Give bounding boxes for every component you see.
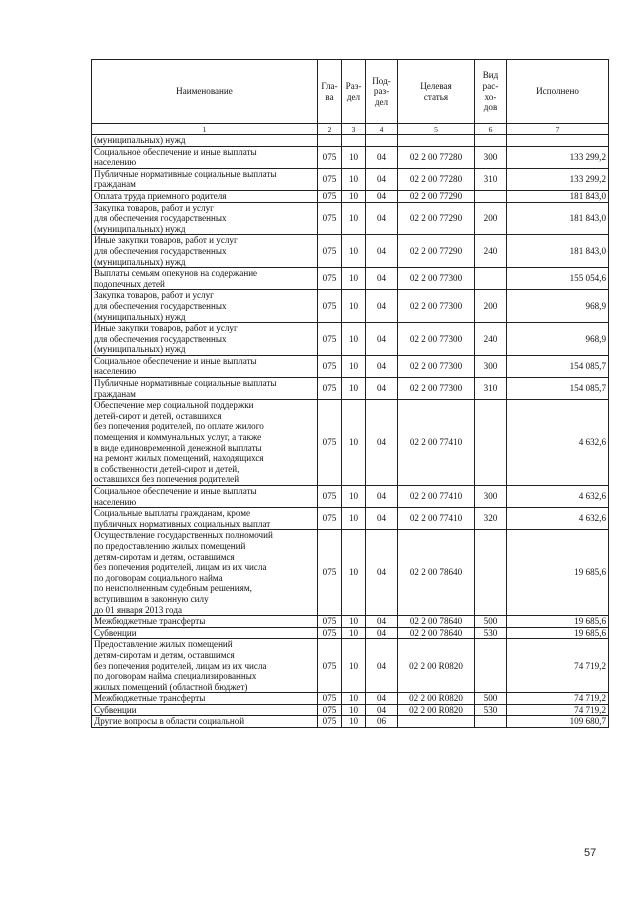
row-amount-cell: 4 632,6 xyxy=(507,400,609,486)
row-type-cell xyxy=(475,639,507,693)
row-chapter-cell: 075 xyxy=(318,268,342,290)
table-row xyxy=(92,168,609,190)
row-target-cell xyxy=(398,135,475,147)
table-row xyxy=(92,627,609,639)
row-subsection-cell: 04 xyxy=(366,378,398,400)
row-type-cell: 530 xyxy=(475,627,507,639)
row-target-cell: 02 2 00 77290 xyxy=(398,190,475,202)
row-name-cell: Предоставление жилых помещений детям-сиротам и детям, оставшимся без попечения родителей, лицам из их числа по договорам найма специализированных жилых помещений (областной бюджет) xyxy=(92,639,318,693)
row-type-cell: 300 xyxy=(475,146,507,168)
column-number: 4 xyxy=(366,124,398,135)
row-type-cell: 530 xyxy=(475,704,507,716)
row-target-cell: 02 2 00 77300 xyxy=(398,268,475,290)
row-target-cell: 02 2 00 77290 xyxy=(398,235,475,268)
row-section-cell: 10 xyxy=(342,323,366,356)
row-type-cell: 240 xyxy=(475,235,507,268)
row-type-cell: 500 xyxy=(475,616,507,628)
row-target-cell: 02 2 00 77410 xyxy=(398,486,475,508)
row-subsection-cell: 04 xyxy=(366,202,398,235)
row-section-cell: 10 xyxy=(342,290,366,323)
row-name-cell: Межбюджетные трансферты xyxy=(92,616,318,628)
row-section-cell: 10 xyxy=(342,704,366,716)
row-chapter-cell: 075 xyxy=(318,235,342,268)
row-section-cell: 10 xyxy=(342,268,366,290)
column-number: 1 xyxy=(92,124,318,135)
row-target-cell: 02 2 00 77300 xyxy=(398,355,475,377)
row-type-cell xyxy=(475,135,507,147)
row-amount-cell: 154 085,7 xyxy=(507,378,609,400)
row-chapter-cell: 075 xyxy=(318,508,342,530)
table-body xyxy=(92,135,609,728)
column-number: 3 xyxy=(342,124,366,135)
row-name-cell: Социальное обеспечение и иные выплаты населению xyxy=(92,146,318,168)
column-number: 5 xyxy=(398,124,475,135)
row-amount-cell xyxy=(507,135,609,147)
row-subsection-cell: 04 xyxy=(366,639,398,693)
row-chapter-cell xyxy=(318,135,342,147)
row-name-cell: Субвенции xyxy=(92,627,318,639)
row-target-cell: 02 2 00 R0820 xyxy=(398,693,475,705)
row-section-cell: 10 xyxy=(342,400,366,486)
row-name-cell: Межбюджетные трансферты xyxy=(92,693,318,705)
header-section: Раз- дел xyxy=(342,60,366,124)
row-type-cell xyxy=(475,530,507,616)
row-chapter-cell: 075 xyxy=(318,639,342,693)
table-row xyxy=(92,486,609,508)
row-subsection-cell: 04 xyxy=(366,323,398,356)
row-section-cell: 10 xyxy=(342,355,366,377)
row-type-cell: 200 xyxy=(475,290,507,323)
row-section-cell: 10 xyxy=(342,235,366,268)
row-name-cell: Другие вопросы в области социальной xyxy=(92,716,318,728)
column-number: 2 xyxy=(318,124,342,135)
row-subsection-cell: 04 xyxy=(366,486,398,508)
row-subsection-cell: 04 xyxy=(366,508,398,530)
table-header-row xyxy=(92,60,609,124)
table-row xyxy=(92,202,609,235)
row-amount-cell: 155 054,6 xyxy=(507,268,609,290)
row-subsection-cell: 04 xyxy=(366,627,398,639)
row-name-cell: Иные закупки товаров, работ и услуг для обеспечения государственных (муниципальных) нужд xyxy=(92,323,318,356)
row-subsection-cell: 04 xyxy=(366,530,398,616)
row-type-cell xyxy=(475,716,507,728)
row-name-cell: Социальное обеспечение и иные выплаты населению xyxy=(92,355,318,377)
table-row xyxy=(92,190,609,202)
row-section-cell: 10 xyxy=(342,378,366,400)
row-section-cell: 10 xyxy=(342,202,366,235)
row-section-cell: 10 xyxy=(342,190,366,202)
row-amount-cell: 181 843,0 xyxy=(507,235,609,268)
row-section-cell: 10 xyxy=(342,530,366,616)
row-type-cell: 310 xyxy=(475,168,507,190)
row-amount-cell: 19 685,6 xyxy=(507,616,609,628)
row-type-cell: 300 xyxy=(475,486,507,508)
row-type-cell xyxy=(475,190,507,202)
table-row xyxy=(92,530,609,616)
row-type-cell: 320 xyxy=(475,508,507,530)
row-section-cell: 10 xyxy=(342,716,366,728)
header-executed: Исполнено xyxy=(507,60,609,124)
row-name-cell: Иные закупки товаров, работ и услуг для обеспечения государственных (муниципальных) нужд xyxy=(92,235,318,268)
table-row xyxy=(92,704,609,716)
column-number-row xyxy=(92,124,609,135)
row-chapter-cell: 075 xyxy=(318,400,342,486)
table-row xyxy=(92,268,609,290)
row-amount-cell: 133 299,2 xyxy=(507,168,609,190)
header-name: Наименование xyxy=(92,60,318,124)
row-target-cell: 02 2 00 77410 xyxy=(398,508,475,530)
row-subsection-cell: 04 xyxy=(366,235,398,268)
row-target-cell: 02 2 00 78640 xyxy=(398,627,475,639)
row-subsection-cell: 04 xyxy=(366,190,398,202)
row-name-cell: Публичные нормативные социальные выплаты гражданам xyxy=(92,378,318,400)
row-section-cell: 10 xyxy=(342,639,366,693)
row-amount-cell: 4 632,6 xyxy=(507,508,609,530)
row-subsection-cell: 04 xyxy=(366,268,398,290)
table-row xyxy=(92,290,609,323)
table-row xyxy=(92,693,609,705)
row-name-cell: Закупка товаров, работ и услуг для обеспечения государственных (муниципальных) нужд xyxy=(92,202,318,235)
table-row xyxy=(92,616,609,628)
row-amount-cell: 968,9 xyxy=(507,323,609,356)
row-section-cell: 10 xyxy=(342,146,366,168)
row-type-cell: 240 xyxy=(475,323,507,356)
row-target-cell xyxy=(398,716,475,728)
row-name-cell: Оплата труда приемного родителя xyxy=(92,190,318,202)
table-row xyxy=(92,508,609,530)
row-section-cell: 10 xyxy=(342,168,366,190)
row-target-cell: 02 2 00 77300 xyxy=(398,378,475,400)
row-name-cell: Обеспечение мер социальной поддержки детей-сирот и детей, оставшихся без попечения родителей, по оплате жилого помещения и коммунальных услуг, а также в виде единовременной денежной выплаты на ремонт жилых помещений, находящихся в собственности детей-сирот и детей, оставшихся без попечения родителей xyxy=(92,400,318,486)
row-amount-cell: 154 085,7 xyxy=(507,355,609,377)
row-amount-cell: 19 685,6 xyxy=(507,627,609,639)
row-amount-cell: 74 719,2 xyxy=(507,693,609,705)
row-chapter-cell: 075 xyxy=(318,616,342,628)
row-chapter-cell: 075 xyxy=(318,486,342,508)
row-section-cell: 10 xyxy=(342,616,366,628)
column-number: 6 xyxy=(475,124,507,135)
row-name-cell: (муниципальных) нужд xyxy=(92,135,318,147)
budget-table xyxy=(91,59,609,728)
row-amount-cell: 109 680,7 xyxy=(507,716,609,728)
table-row xyxy=(92,716,609,728)
row-target-cell: 02 2 00 78640 xyxy=(398,616,475,628)
header-target: Целевая статья xyxy=(398,60,475,124)
table-row xyxy=(92,235,609,268)
row-chapter-cell: 075 xyxy=(318,530,342,616)
row-target-cell: 02 2 00 77280 xyxy=(398,146,475,168)
row-target-cell: 02 2 00 R0820 xyxy=(398,704,475,716)
row-amount-cell: 133 299,2 xyxy=(507,146,609,168)
row-target-cell: 02 2 00 R0820 xyxy=(398,639,475,693)
row-amount-cell: 74 719,2 xyxy=(507,704,609,716)
table-row xyxy=(92,400,609,486)
row-type-cell: 200 xyxy=(475,202,507,235)
table-row xyxy=(92,378,609,400)
row-subsection-cell xyxy=(366,135,398,147)
row-subsection-cell: 04 xyxy=(366,168,398,190)
row-name-cell: Социальные выплаты гражданам, кроме публичных нормативных социальных выплат xyxy=(92,508,318,530)
row-type-cell: 300 xyxy=(475,355,507,377)
row-chapter-cell: 075 xyxy=(318,190,342,202)
table-row xyxy=(92,323,609,356)
row-chapter-cell: 075 xyxy=(318,290,342,323)
row-name-cell: Субвенции xyxy=(92,704,318,716)
row-amount-cell: 181 843,0 xyxy=(507,202,609,235)
row-section-cell xyxy=(342,135,366,147)
row-chapter-cell: 075 xyxy=(318,716,342,728)
table-row xyxy=(92,146,609,168)
row-chapter-cell: 075 xyxy=(318,693,342,705)
row-target-cell: 02 2 00 77290 xyxy=(398,202,475,235)
row-target-cell: 02 2 00 77300 xyxy=(398,323,475,356)
row-target-cell: 02 2 00 77300 xyxy=(398,290,475,323)
column-number: 7 xyxy=(507,124,609,135)
row-amount-cell: 968,9 xyxy=(507,290,609,323)
row-type-cell xyxy=(475,268,507,290)
row-subsection-cell: 04 xyxy=(366,146,398,168)
row-section-cell: 10 xyxy=(342,508,366,530)
row-chapter-cell: 075 xyxy=(318,355,342,377)
row-subsection-cell: 04 xyxy=(366,400,398,486)
table-row xyxy=(92,355,609,377)
row-name-cell: Публичные нормативные социальные выплаты гражданам xyxy=(92,168,318,190)
row-chapter-cell: 075 xyxy=(318,202,342,235)
header-subsection: Под- раз- дел xyxy=(366,60,398,124)
row-name-cell: Осуществление государственных полномочий по предоставлению жилых помещений детям-сиротам и детям, оставшимся без попечения родителей, лицам из их числа по договорам социального найма по неисполненным судебным решениям, вступившим в законную силу до 01 января 2013 года xyxy=(92,530,318,616)
row-subsection-cell: 04 xyxy=(366,616,398,628)
row-name-cell: Социальное обеспечение и иные выплаты населению xyxy=(92,486,318,508)
row-subsection-cell: 06 xyxy=(366,716,398,728)
row-chapter-cell: 075 xyxy=(318,146,342,168)
row-type-cell: 310 xyxy=(475,378,507,400)
row-target-cell: 02 2 00 78640 xyxy=(398,530,475,616)
row-chapter-cell: 075 xyxy=(318,704,342,716)
row-subsection-cell: 04 xyxy=(366,704,398,716)
row-subsection-cell: 04 xyxy=(366,290,398,323)
row-amount-cell: 181 843,0 xyxy=(507,190,609,202)
table-row xyxy=(92,135,609,147)
header-expense-type: Вид рас- хо- дов xyxy=(475,60,507,124)
page-number: 57 xyxy=(584,847,597,859)
table-row xyxy=(92,639,609,693)
row-chapter-cell: 075 xyxy=(318,168,342,190)
row-chapter-cell: 075 xyxy=(318,378,342,400)
row-subsection-cell: 04 xyxy=(366,693,398,705)
row-target-cell: 02 2 00 77280 xyxy=(398,168,475,190)
header-chapter: Гла- ва xyxy=(318,60,342,124)
row-chapter-cell: 075 xyxy=(318,323,342,356)
row-name-cell: Закупка товаров, работ и услуг для обеспечения государственных (муниципальных) нужд xyxy=(92,290,318,323)
row-section-cell: 10 xyxy=(342,627,366,639)
row-amount-cell: 19 685,6 xyxy=(507,530,609,616)
row-name-cell: Выплаты семьям опекунов на содержание подопечных детей xyxy=(92,268,318,290)
row-amount-cell: 74 719,2 xyxy=(507,639,609,693)
row-target-cell: 02 2 00 77410 xyxy=(398,400,475,486)
row-amount-cell: 4 632,6 xyxy=(507,486,609,508)
row-chapter-cell: 075 xyxy=(318,627,342,639)
row-type-cell: 500 xyxy=(475,693,507,705)
row-subsection-cell: 04 xyxy=(366,355,398,377)
row-section-cell: 10 xyxy=(342,486,366,508)
row-section-cell: 10 xyxy=(342,693,366,705)
row-type-cell xyxy=(475,400,507,486)
